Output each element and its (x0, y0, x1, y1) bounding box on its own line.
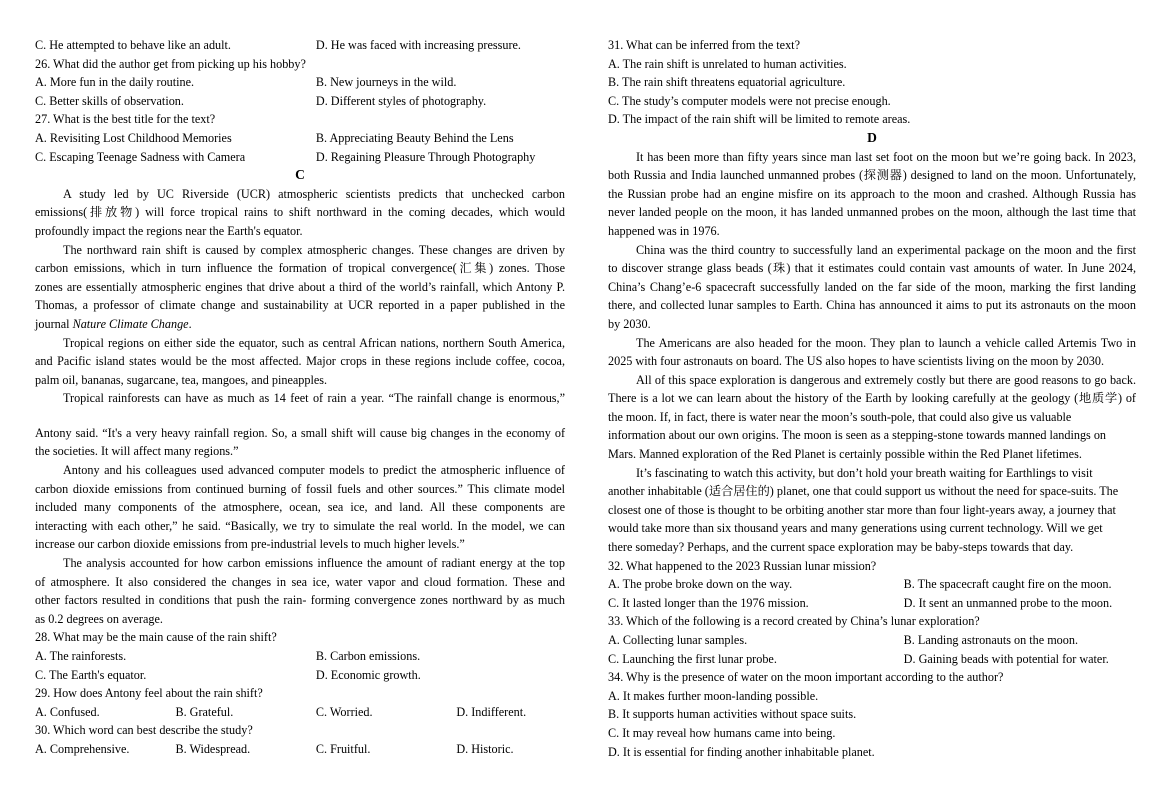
passage-line: zones are essentially atmospheric engines that drive about a third of the world’s rainfall, which Antony P. (35, 279, 565, 294)
option-cell: C. The Earth's equator. (35, 667, 147, 682)
options-row (35, 647, 565, 666)
option-cell: C. It lasted longer than the 1976 mission. (608, 595, 809, 610)
option-cell: A. Confused. (35, 704, 100, 719)
option-cell: C. Escaping Teenage Sadness with Camera (35, 149, 246, 164)
option-cell: A. Comprehensive. (35, 741, 130, 756)
paragraph-gap (35, 408, 565, 424)
option-cell: B. The spacecraft caught fire on the moon. (903, 577, 1112, 592)
option-line: C. It may reveal how humans came into being. (608, 725, 836, 740)
passage-line: would take more than six thousand years and many generations using current technology. Will we get (608, 521, 1103, 536)
option-cell: D. Regaining Pleasure Through Photography (315, 149, 536, 164)
question-stem: 29. How does Antony feel about the rain shift? (35, 686, 263, 701)
question-stem: 26. What did the author get from picking up his hobby? (35, 56, 306, 71)
passage-line (35, 315, 565, 334)
option-cell: B. Grateful. (175, 704, 234, 719)
question-stem: 34. Why is the presence of water on the moon important according to the author? (608, 670, 1004, 685)
option-cell: B. Widespread. (175, 741, 251, 756)
passage-line: China was the third country to successfully land an experimental package on the moon and the first (636, 242, 1136, 257)
passage-line: palm oil, bananas, sugarcane, tea, mangoes, and pineapples. (35, 372, 328, 387)
option-cell: D. Historic. (456, 741, 514, 756)
passage-line: The northward rain shift is caused by complex atmospheric changes. These changes are driven by (63, 242, 565, 257)
passage-line: Tropical rainforests can have as much as 14 feet of rain a year. “The rainfall change is enormous,” (63, 391, 565, 406)
passage-line: another inhabitable (适合居住的) planet, one that could support us without the need for space-suits. The (608, 484, 1119, 499)
passage-line: other factors resulted in conditions that push the rain- forming convergence zones northward by as much (35, 593, 565, 608)
passage-line: There is a lot we can learn about the history of the Earth by looking carefully at the geology (地质学) of (608, 391, 1136, 406)
question-stem: 28. What may be the main cause of the rain shift? (35, 630, 277, 645)
passage-line: information about our own origins. The moon is seen as a stepping-stone towards manned landings on (608, 428, 1107, 443)
options-row (608, 631, 1136, 650)
option-cell: D. Indifferent. (456, 704, 527, 719)
passage-line: carbon dioxide emissions from continued burning of fossil fuels and other sources.” This climate model (35, 481, 565, 496)
passage-line: carbon emissions, which in turn influence the formation of tropical convergence(汇集) zones. Those (35, 261, 565, 276)
passage-line: happened was in 1976. (608, 223, 720, 238)
passage-line: the Russian probe had an engine misfire on its approach to the moon and crashed. Although Russia has (608, 186, 1136, 201)
question-stem: 32. What happened to the 2023 Russian lunar mission? (608, 558, 877, 573)
passage-line: of atmosphere. It also considered the changes in sea ice, water vapor and cloud formation. These and (35, 574, 565, 589)
left-column (35, 36, 565, 759)
passage-line: and Pacific island states would be the most affected. Major crops in these regions include coffee, cocoa, (35, 354, 565, 369)
question-stem: 30. Which word can best describe the study? (35, 723, 253, 738)
passage-line: interacting with each other,” he said. “Basically, we try to simulate the real world. In the model, we can (35, 518, 565, 533)
option-cell: B. Carbon emissions. (315, 649, 421, 663)
option-cell: D. Different styles of photography. (315, 93, 487, 108)
option-cell: A. The rainforests. (35, 649, 127, 663)
passage-line: by 2030. (608, 316, 651, 331)
option-cell: D. He was faced with increasing pressure. (315, 38, 521, 52)
passage-line: It’s fascinating to watch this activity, but don’t hold your breath waiting for Earthlings to visit (636, 465, 1093, 480)
right-column (608, 36, 1136, 761)
option-cell: C. He attempted to behave like an adult. (35, 38, 231, 52)
option-cell: A. The probe broke down on the way. (608, 577, 793, 592)
passage-line: Antony and his colleagues used advanced computer models to predict the atmospheric influence of (63, 463, 565, 478)
options-row (35, 73, 565, 92)
passage-line: the societies. It will affect many regions.” (35, 444, 239, 459)
option-line: D. The impact of the rain shift will be limited to remote areas. (608, 112, 911, 127)
passage-line: profoundly impact the regions near the Earth's equator. (35, 223, 303, 238)
passage-line: closest one of those is thought to be orbiting another star more than four light-years away, a journey that (608, 502, 1116, 517)
option-cell: D. Economic growth. (315, 667, 421, 682)
options-row (35, 36, 565, 55)
option-line: A. It makes further moon-landing possible. (608, 688, 819, 703)
option-cell: B. Landing astronauts on the moon. (903, 633, 1078, 647)
passage-line: never landed people on the moon, it has landed unmanned probes on the moon, although the last time that (608, 205, 1136, 220)
passage-line: The Americans are also headed for the moon. They plan to launch a vehicle called Artemis Two in (636, 335, 1136, 350)
passage-line: All of this space exploration is dangerous and extremely costly but there are good reasons to go back. (636, 372, 1136, 387)
options-row (35, 703, 565, 722)
passage-line: included many components of the atmosphere, ocean, sea ice, and land. All these components are (35, 500, 565, 515)
options-row (35, 148, 565, 167)
options-row (608, 650, 1136, 669)
passage-line: A study led by UC Riverside (UCR) atmospheric scientists predicts that unchecked carbon (63, 186, 565, 201)
option-cell: A. Collecting lunar samples. (608, 633, 748, 647)
question-stem: 33. Which of the following is a record created by China’s lunar exploration? (608, 614, 980, 629)
passage-line: emissions(排放物) will force tropical rains to shift northward in the coming decades, which would (35, 205, 565, 220)
passage-line: 2025 with four astronauts on board. The US also hopes to have scientists living on the moon by 2030. (608, 354, 1105, 369)
option-cell: D. Gaining beads with potential for water. (903, 651, 1109, 666)
options-row (35, 129, 565, 148)
question-stem: 31. What can be inferred from the text? (608, 38, 800, 52)
option-line: D. It is essential for finding another inhabitable planet. (608, 744, 875, 759)
option-cell: C. Better skills of observation. (35, 93, 184, 108)
options-row (35, 92, 565, 111)
section-heading: C (295, 167, 305, 183)
passage-line: China’s Chang’e-6 spacecraft successfully landed on the far side of the moon, marking the first landing (608, 279, 1136, 294)
option-cell: A. Revisiting Lost Childhood Memories (35, 130, 232, 145)
passage-line: It has been more than fifty years since man last set foot on the moon but we’re going back. In 2023, (636, 149, 1136, 164)
option-cell: C. Launching the first lunar probe. (608, 651, 777, 666)
passage-line: increase our carbon dioxide emissions from pre-industrial levels to much higher levels.” (35, 537, 465, 552)
text-segment: . (188, 316, 192, 331)
passage-line: as 0.2 degrees on average. (35, 611, 163, 626)
options-row (35, 666, 565, 685)
passage-line: to discover strange glass beads (珠) that it estimates could contain vast amounts of water. In June 2024, (608, 261, 1136, 276)
option-line: B. It supports human activities without space suits. (608, 707, 857, 722)
passage-line: the moon. If, in fact, there is water near the moon’s south-pole, that could also give us valuable (608, 409, 1072, 424)
options-row (35, 740, 565, 759)
option-cell: C. Worried. (315, 704, 373, 719)
journal-title: Nature Climate Change (72, 316, 189, 331)
passage-line: The analysis accounted for how carbon emissions influence the amount of radiant energy at the top (63, 556, 565, 571)
option-line: C. The study’s computer models were not precise enough. (608, 93, 891, 108)
option-line: A. The rain shift is unrelated to human activities. (608, 56, 847, 71)
passage-line: there someday? Perhaps, and the current space exploration may be baby-steps towards that day. (608, 540, 1074, 555)
option-cell: B. Appreciating Beauty Behind the Lens (315, 130, 514, 145)
option-cell: B. New journeys in the wild. (315, 75, 457, 90)
section-heading: D (867, 129, 877, 145)
passage-line: Antony said. “It's a very heavy rainfall region. So, a small shift will cause big changes in the economy of (35, 425, 565, 440)
options-row (608, 575, 1136, 594)
option-line: B. The rain shift threatens equatorial agriculture. (608, 75, 846, 90)
option-cell: C. Fruitful. (315, 741, 371, 756)
options-row (608, 594, 1136, 613)
passage-line: Mars. Manned exploration of the Red Planet is certainly possible within the Red Planet lifetimes. (608, 447, 1082, 462)
passage-line: Thomas, a professor of climate change and sustainability at UCR reported in a paper published in the (35, 298, 565, 313)
option-cell: A. More fun in the daily routine. (35, 75, 195, 90)
option-cell: D. It sent an unmanned probe to the moon. (903, 595, 1113, 610)
passage-line: both Russia and India launched unmanned probes (探测器) designed to land on the moon. Unfortunately, (608, 168, 1136, 183)
text-segment: journal (35, 316, 73, 331)
passage-line: there, and collected lunar samples to Earth. China has announced it aims to put its astronauts on the moon (608, 298, 1136, 313)
passage-line: Tropical regions on either side the equator, such as central African nations, northern South America, (63, 335, 565, 350)
question-stem: 27. What is the best title for the text? (35, 112, 216, 127)
